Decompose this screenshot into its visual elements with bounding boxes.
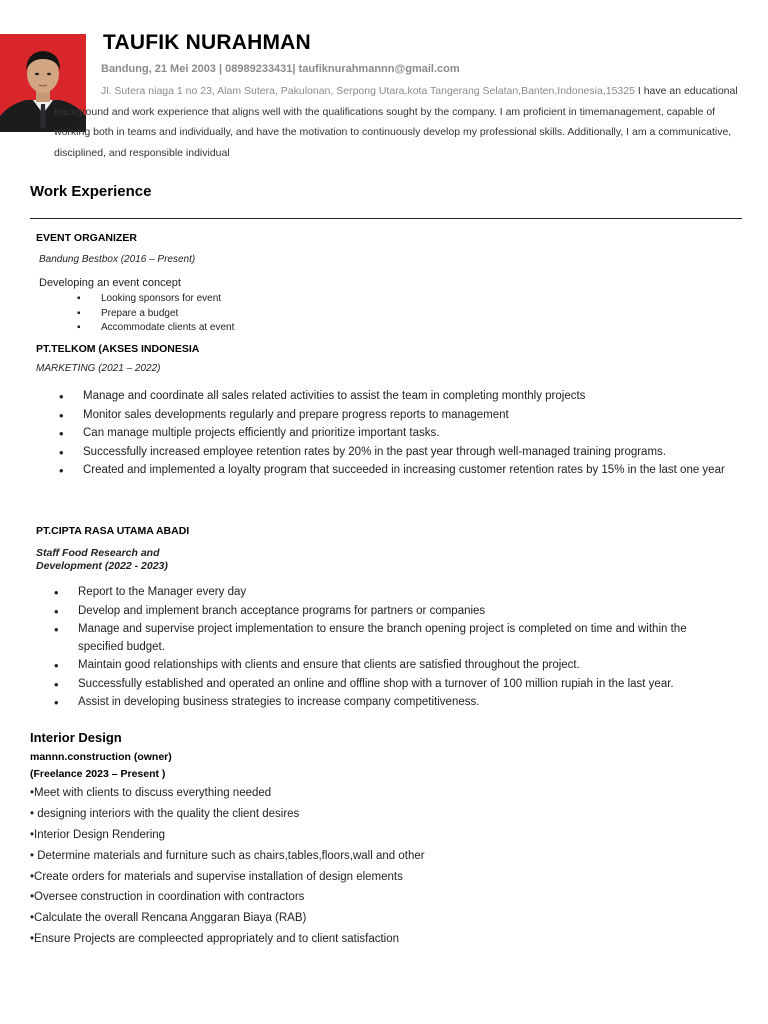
list-item: • Develop and implement branch acceptance programs for partners or companies [52, 603, 727, 621]
list-item: • Determine materials and furniture such as chairs,tables,floors,wall and other [30, 850, 425, 862]
job-role: Bandung Bestbox (2016 – Present) [39, 254, 196, 265]
list-item: • Successfully established and operated an online and offline shop with a turnover of 100 million rupiah in the last year. [52, 676, 727, 694]
list-item: • Manage and supervise project implementation to ensure the branch opening project is completed on time and within the specified budget. [52, 621, 727, 656]
list-item: •Interior Design Rendering [30, 829, 166, 841]
job-company: EVENT ORGANIZER [36, 232, 137, 244]
job-company: PT.CIPTA RASA UTAMA ABADI [36, 525, 190, 537]
section-divider [30, 218, 742, 219]
list-item: • designing interiors with the quality the client desires [30, 808, 300, 820]
job-role: MARKETING (2021 – 2022) [36, 363, 161, 374]
list-item: •Ensure Projects are compleected appropriately and to client satisfaction [30, 933, 400, 945]
list-item: ▪ Prepare a budget [77, 307, 234, 322]
list-item: • Successfully increased employee retention rates by 20% in the past year through well-managed training programs. [57, 444, 727, 462]
list-item: ▪ Looking sponsors for event [77, 292, 234, 307]
resume-name: TAUFIK NURAHMAN [103, 31, 311, 54]
list-item: •Meet with clients to discuss everything needed [30, 787, 272, 799]
list-item: • Maintain good relationships with clients and ensure that clients are satisfied throughout the project. [52, 657, 727, 675]
list-item: •Calculate the overall Rencana Anggaran Biaya (RAB) [30, 912, 307, 924]
interior-design-heading: Interior Design [30, 730, 122, 745]
list-item: •Create orders for materials and supervise installation of design elements [30, 871, 403, 883]
job-period: (Freelance 2023 – Present ) [30, 768, 166, 780]
work-experience-heading: Work Experience [30, 183, 152, 200]
job-intro: Developing an event concept [39, 277, 181, 289]
contact-line: Bandung, 21 Mei 2003 | 08989233431| taufiknurahmannn@gmail.com [101, 63, 460, 75]
summary-text: I have an educational background and work experience that aligns well with the qualifications sought by the company. I am proficient in timemanagement, capable of working both in teams and individually, and have the motivation to continuously develop my professional skills. Additionally, I am a communicative, disciplined, and responsible individual [54, 85, 738, 159]
address-text: Jl. Sutera niaga 1 no 23, Alam Sutera, Pakulonan, Serpong Utara,kota Tangerang Selatan,Banten,Indonesia,15325 [101, 85, 635, 97]
list-item: •Oversee construction in coordination with contractors [30, 891, 305, 903]
job2-task-list [57, 388, 727, 481]
list-item: • Assist in developing business strategies to increase company competitiveness. [52, 694, 727, 712]
list-item: • Can manage multiple projects efficiently and prioritize important tasks. [57, 425, 727, 443]
profile-summary [54, 81, 744, 163]
list-item: • Manage and coordinate all sales related activities to assist the team in completing monthly projects [57, 388, 727, 406]
list-item: • Created and implemented a loyalty program that succeeded in increasing customer retention rates by 15% in the last one year [57, 462, 727, 480]
list-item: • Report to the Manager every day [52, 584, 727, 602]
job-period: Development (2022 - 2023) [36, 560, 168, 572]
list-item: ▪ Accommodate clients at event [77, 321, 234, 336]
job-role: Staff Food Research and [36, 547, 160, 559]
job-company: mannn.construction (owner) [30, 751, 172, 763]
job1-task-list [77, 292, 234, 336]
job-company: PT.TELKOM (AKSES INDONESIA [36, 343, 200, 355]
job3-task-list [52, 584, 727, 713]
list-item: • Monitor sales developments regularly and prepare progress reports to management [57, 407, 727, 425]
